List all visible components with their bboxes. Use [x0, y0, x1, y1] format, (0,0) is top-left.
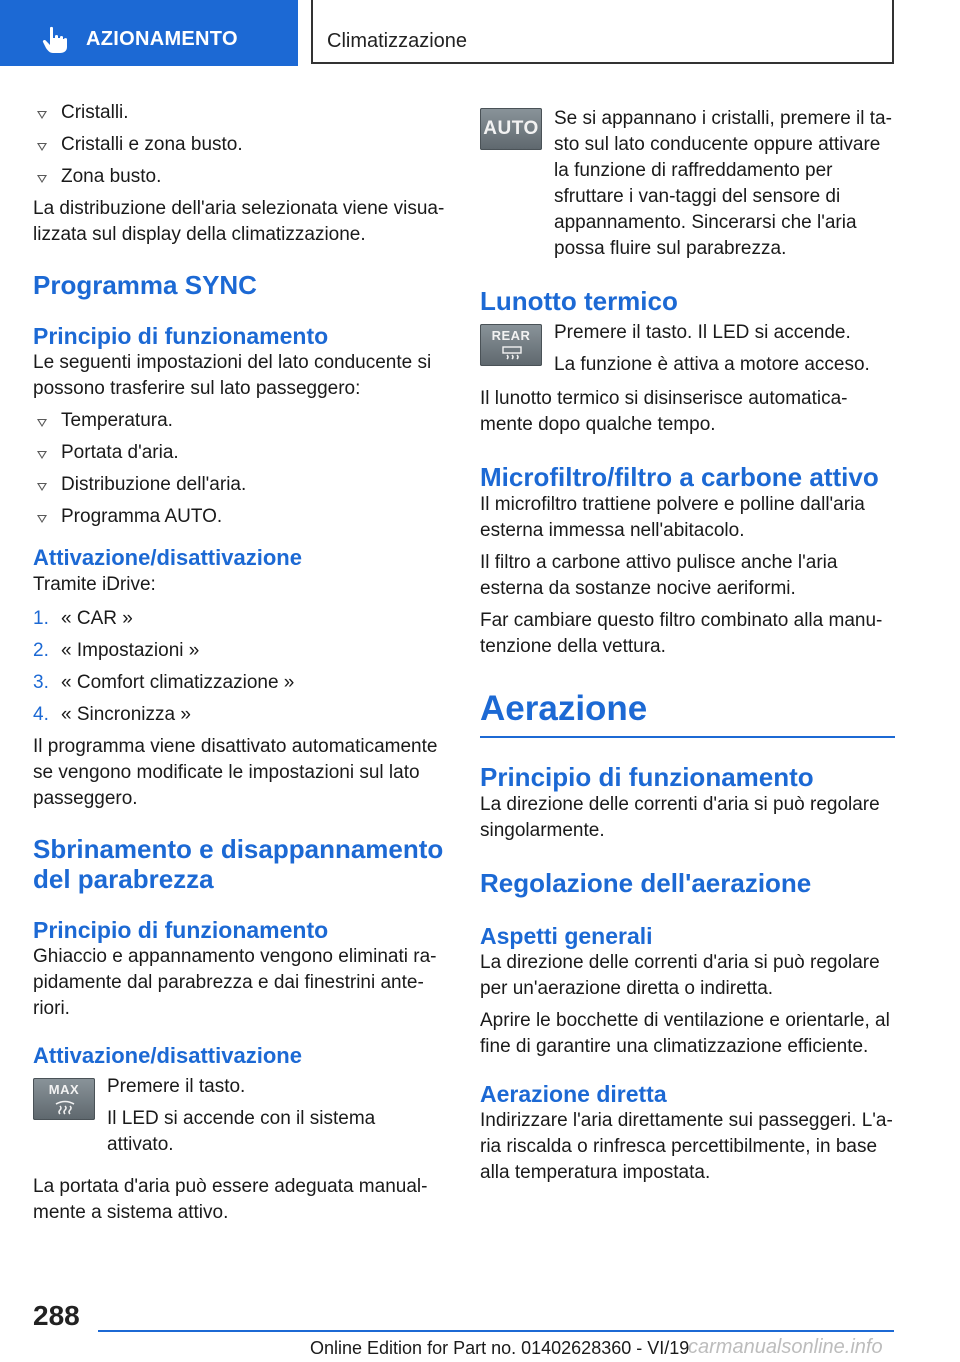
list-item	[33, 132, 447, 158]
paragraph: Tramite iDrive:	[33, 574, 156, 595]
rear-button-label: REAR	[491, 328, 531, 343]
right-column	[480, 106, 895, 1186]
chapter-heading-block	[480, 688, 895, 738]
step-number: 2.	[33, 640, 49, 661]
max-defrost-button-icon	[33, 1078, 95, 1120]
numbered-step	[33, 638, 447, 664]
paragraph: Se si appannano i cristalli, premere il ta-sto sul lato conducente oppure attivare la funzione di raffreddamento per sfruttare i van-taggi del sensore di appannamento. Sincerarsi che l'aria possa fluire sul parabrezza.	[554, 108, 892, 259]
paragraph: Indirizzare l'aria direttamente sui passeggeri. L'a-ria riscalda o rinfresca percettibilmente, in base alla temperatura impostata.	[480, 1110, 893, 1183]
heading-defrost-principle: Principio di funzionamento	[33, 917, 329, 943]
heading-aer-principle: Principio di funzionamento	[480, 762, 814, 792]
list-item	[33, 504, 447, 530]
heading-direct: Aerazione diretta	[480, 1081, 667, 1107]
paragraph: Aprire le bocchette di ventilazione e orientarle, al fine di garantire una climatizzazione efficiente.	[480, 1010, 890, 1057]
paragraph: Ghiaccio e appannamento vengono eliminati ra-pidamente dal parabrezza e dai finestrini ante-riori.	[33, 946, 437, 1019]
auto-button-label: AUTO	[483, 118, 539, 139]
paragraph: Il programma viene disattivato automaticamente se vengono modificate le impostazioni sul lato passeggero.	[33, 736, 438, 809]
paragraph: La direzione delle correnti d'aria si può regolare per un'aerazione diretta o indiretta.	[480, 952, 880, 999]
footer-divider	[98, 1330, 894, 1332]
heading-defrost: Sbrinamento e disappannamento del parabrezza	[33, 834, 444, 894]
paragraph: Far cambiare questo filtro combinato alla manu-tenzione della vettura.	[480, 610, 883, 657]
step-number: 3.	[33, 672, 49, 693]
max-button-label: MAX	[48, 1082, 80, 1097]
step-text: « Sincronizza »	[61, 704, 191, 725]
list-item-text: Temperatura.	[61, 410, 173, 431]
step-text: « CAR »	[61, 608, 133, 629]
list-item	[33, 408, 447, 434]
rear-window-heat-icon	[502, 346, 522, 362]
heading-general: Aspetti generali	[480, 923, 653, 949]
edition-note: Online Edition for Part no. 01402628360 - VI/19	[310, 1338, 690, 1358]
triangle-bullet-icon	[33, 132, 61, 158]
paragraph: La distribuzione dell'aria selezionata viene visua-lizzata sul display della climatizzazione.	[33, 198, 445, 245]
chapter-title: Climatizzazione	[327, 30, 468, 52]
paragraph: Il lunotto termico si disinserisce automatica-mente dopo qualche tempo.	[480, 388, 848, 435]
triangle-bullet-icon	[33, 164, 61, 190]
rear-button-row	[480, 320, 895, 378]
step-text: « Comfort climatizzazione »	[61, 672, 295, 693]
paragraph: La direzione delle correnti d'aria si può regolare singolarmente.	[480, 794, 880, 841]
auto-button-icon	[480, 108, 542, 150]
triangle-bullet-icon	[33, 472, 61, 498]
section-tab	[0, 0, 298, 66]
numbered-step	[33, 670, 447, 696]
paragraph: La portata d'aria può essere adeguata manual-mente a sistema attivo.	[33, 1176, 428, 1223]
auto-button-row	[480, 106, 895, 262]
list-item-text: Distribuzione dell'aria.	[61, 474, 247, 495]
rear-defrost-button-icon	[480, 324, 542, 366]
list-item-text: Portata d'aria.	[61, 442, 179, 463]
heading-sync: Programma SYNC	[33, 270, 257, 300]
heading-rear-window: Lunotto termico	[480, 286, 678, 316]
list-item	[33, 472, 447, 498]
page-number: 288	[33, 1300, 80, 1331]
list-item	[33, 164, 447, 190]
chapter-header	[311, 0, 894, 64]
step-number: 1.	[33, 608, 49, 629]
numbered-step	[33, 702, 447, 728]
step-number: 4.	[33, 704, 49, 725]
heading-defrost-toggle: Attivazione/disattivazione	[33, 1043, 302, 1068]
heading-sync-principle: Principio di funzionamento	[33, 323, 329, 349]
triangle-bullet-icon	[33, 504, 61, 530]
max-button-row	[33, 1074, 447, 1158]
heading-sync-toggle: Attivazione/disattivazione	[33, 545, 302, 570]
heading-aeration: Aerazione	[480, 689, 648, 728]
section-label: AZIONAMENTO	[86, 28, 238, 50]
pointing-hand-icon	[42, 26, 68, 54]
triangle-bullet-icon	[33, 440, 61, 466]
list-item-text: Zona busto.	[61, 166, 162, 187]
heading-filter: Microfiltro/filtro a carbone attivo	[480, 462, 879, 492]
paragraph: Le seguenti impostazioni del lato conducente si possono trasferire sul lato passeggero:	[33, 352, 432, 399]
heading-aer-adjust: Regolazione dell'aerazione	[480, 868, 812, 898]
list-item	[33, 440, 447, 466]
list-item-text: Cristalli e zona busto.	[61, 134, 243, 155]
paragraph: La funzione è attiva a motore acceso.	[554, 354, 870, 375]
list-item-text: Cristalli.	[61, 102, 129, 123]
paragraph: Il microfiltro trattiene polvere e polline dall'aria esterna immessa nell'abitacolo.	[480, 494, 865, 541]
triangle-bullet-icon	[33, 100, 61, 126]
left-column	[33, 100, 447, 1226]
paragraph: Il LED si accende con il sistema attivato.	[107, 1108, 376, 1155]
step-text: « Impostazioni »	[61, 640, 200, 661]
paragraph: Il filtro a carbone attivo pulisce anche l'aria esterna da sostanze nocive aeriformi.	[480, 552, 838, 599]
paragraph: Premere il tasto.	[107, 1076, 246, 1097]
triangle-bullet-icon	[33, 408, 61, 434]
list-item	[33, 100, 447, 126]
windshield-heat-icon	[55, 1100, 75, 1116]
paragraph: Premere il tasto. Il LED si accende.	[554, 322, 851, 343]
numbered-step	[33, 606, 447, 632]
list-item-text: Programma AUTO.	[61, 506, 223, 527]
watermark: carmanualsonline.info	[688, 1336, 883, 1358]
